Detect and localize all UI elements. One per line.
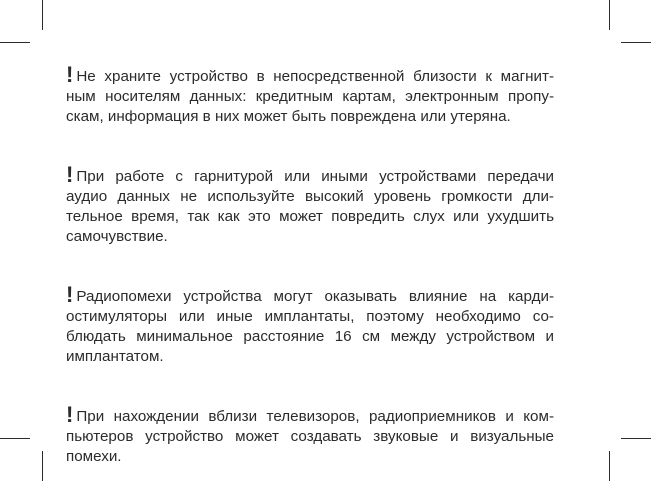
crop-mark-bottom-right-horizontal [621,438,651,439]
crop-mark-bottom-right-vertical [609,451,610,481]
warning-line: скам, информация в них может быть повреждена или утеряна. [66,108,511,125]
exclamation-icon: ! [66,402,74,427]
warning-line: помехи. [66,448,122,465]
warning-line: ным носителям данных: кредитным картам, электронным пропу- [66,88,554,105]
crop-mark-bottom-left-vertical [42,451,43,481]
warning-line: остимуляторы или иные имплантаты, поэтому необходимо со- [66,308,554,325]
warning-line: блюдать минимальное расстояние 16 см между устройством и [66,328,554,345]
exclamation-icon: ! [66,62,74,87]
crop-mark-top-right-horizontal [621,42,651,43]
warning-line: пьютеров устройство может создавать звуковые и визуальные [66,428,554,445]
crop-mark-top-left-horizontal [0,42,30,43]
warning-line: ! При нахождении вблизи телевизоров, радиоприемников и ком- [66,402,554,427]
crop-mark-top-right-vertical [609,0,610,30]
warning-headset-volume [66,164,554,247]
warning-line: аудио данных не используйте высокий уровень громкости дли- [66,188,554,205]
exclamation-icon: ! [66,162,74,187]
exclamation-icon: ! [66,282,74,307]
warning-line: ! Радиопомехи устройства могут оказывать влияние на карди- [66,282,554,307]
warning-line: самочувствие. [66,228,168,245]
warning-magnetic-media [66,64,554,127]
warning-line: ! Не храните устройство в непосредственной близости к магнит- [66,62,554,87]
warnings-page [66,64,554,504]
warning-line: ! При работе с гарнитурой или иными устройствами передачи [66,162,554,187]
crop-mark-top-left-vertical [42,0,43,30]
warning-pacemaker [66,284,554,367]
warning-line: тельное время, так как это может повредить слух или ухудшить [66,208,554,225]
warning-interference [66,404,554,467]
crop-mark-bottom-left-horizontal [0,438,30,439]
warning-line: имплантатом. [66,348,164,365]
